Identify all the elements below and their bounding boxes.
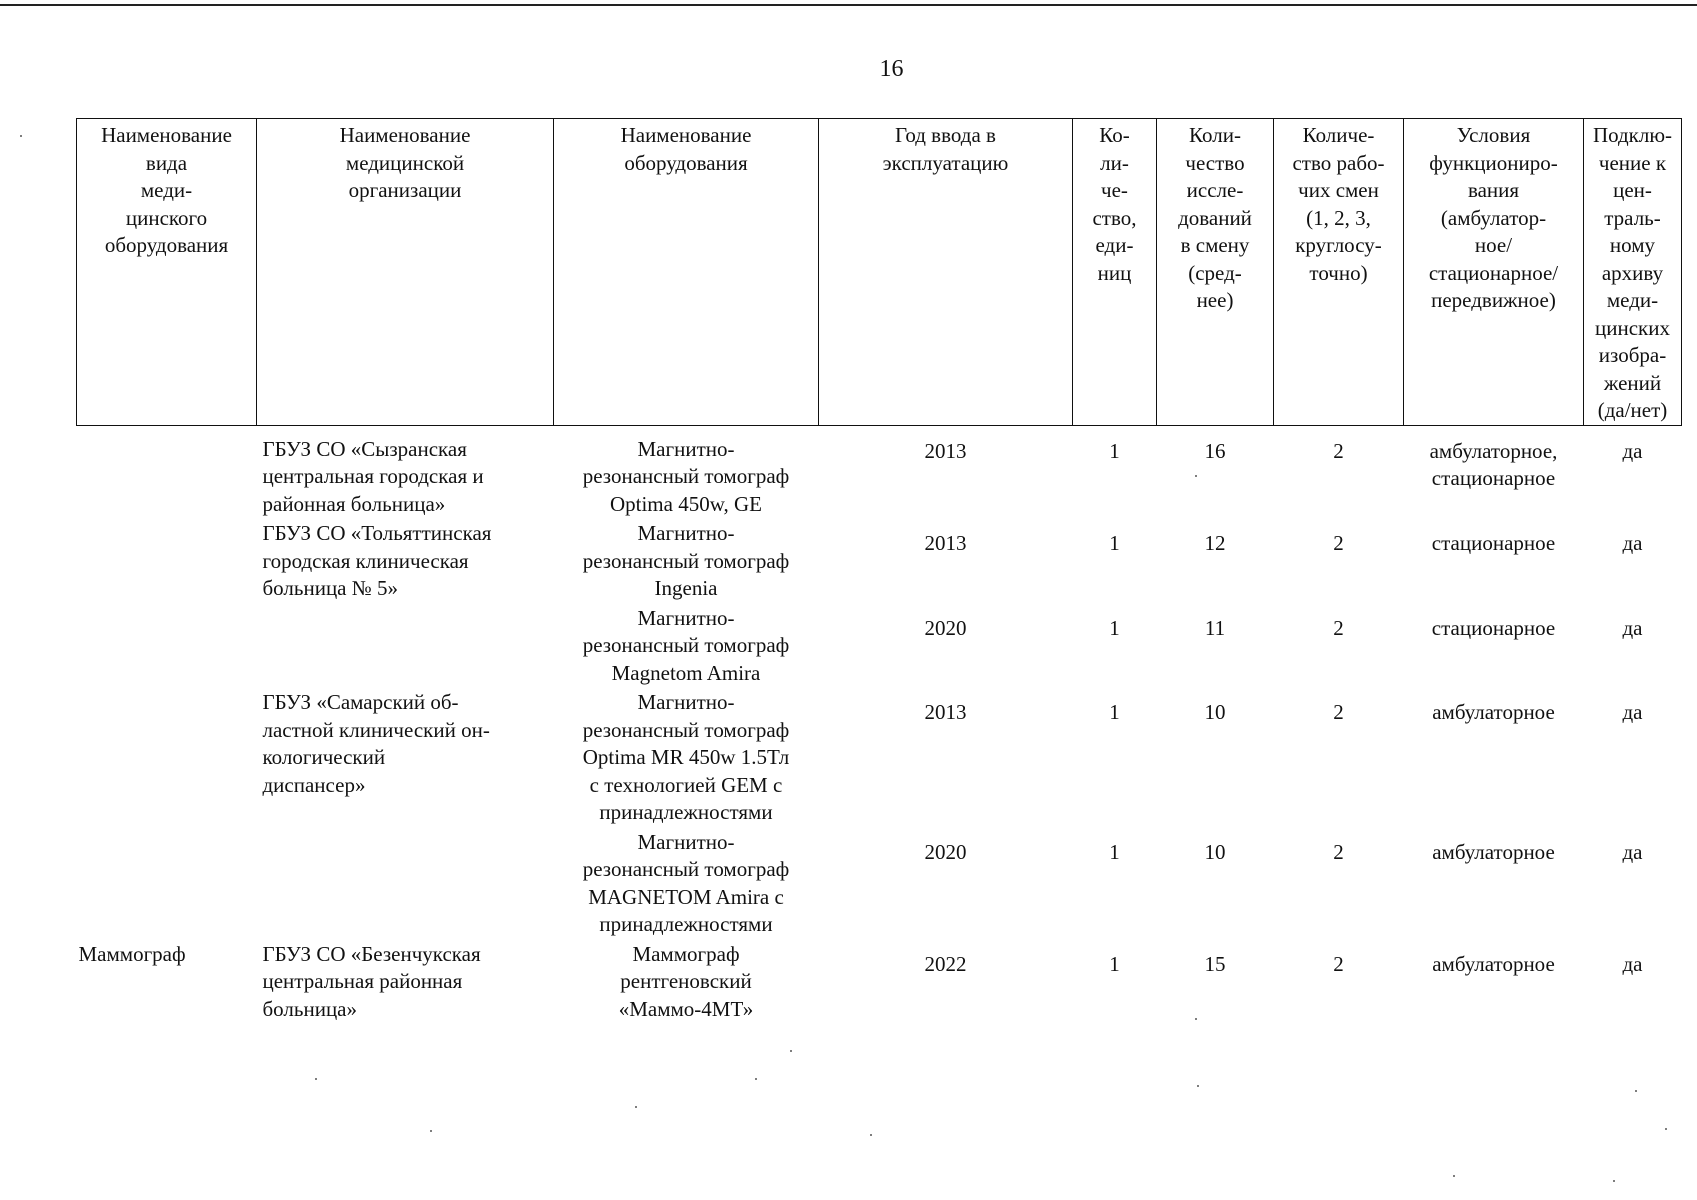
cell-line: функциониро- xyxy=(1429,150,1558,175)
cell-archive-connection: да xyxy=(1622,700,1643,724)
cell-archive-connection: да xyxy=(1622,438,1643,463)
table-header-row xyxy=(77,119,1682,426)
cell-commission-year: 2013 xyxy=(924,700,967,724)
cell-line: дований xyxy=(1178,205,1252,230)
scan-speck xyxy=(870,1134,872,1136)
header-equipment-name xyxy=(554,119,819,426)
header-units-count xyxy=(1073,119,1157,426)
header-shifts-count xyxy=(1274,119,1404,426)
cell-equipment-name xyxy=(554,939,819,1024)
cell-line: с технологией GEM с xyxy=(589,772,783,797)
cell-units-count: 1 xyxy=(1109,951,1120,976)
cell-commission-year: 2013 xyxy=(924,531,967,555)
cell-line: нее) xyxy=(1196,288,1234,312)
cell-organization xyxy=(257,827,554,939)
cell-line: ли- xyxy=(1100,150,1129,175)
cell-line: точно) xyxy=(1309,260,1368,285)
cell-equipment-type xyxy=(77,687,257,827)
cell-commission-year: 2013 xyxy=(924,438,967,463)
cell-line: цинского xyxy=(125,205,208,230)
cell-line: амбулаторное xyxy=(1432,839,1555,864)
cell-line: принадлежностями xyxy=(599,912,773,936)
equipment-table-sheet xyxy=(76,118,1682,1023)
cell-line: Магнитно- xyxy=(637,829,735,854)
cell-line: вания xyxy=(1467,178,1520,202)
cell-line: ниц xyxy=(1097,260,1132,285)
cell-equipment-type xyxy=(77,603,257,688)
cell-line: меди- xyxy=(1606,288,1659,312)
cell-line: больница» xyxy=(262,996,357,1021)
cell-line: амбулаторное xyxy=(1432,700,1555,724)
cell-shifts-count: 2 xyxy=(1333,700,1344,724)
cell-commission-year: 2020 xyxy=(924,839,967,864)
cell-line: чество xyxy=(1185,150,1245,175)
table-row xyxy=(77,603,1682,688)
cell-archive-connection: да xyxy=(1622,615,1643,640)
header-commission-year xyxy=(819,119,1073,426)
cell-line: передвижное) xyxy=(1431,288,1556,312)
cell-line: Магнитно- xyxy=(637,690,735,714)
cell-operating-conditions xyxy=(1404,518,1584,603)
cell-commission-year: 2020 xyxy=(924,615,967,640)
cell-line: диспансер» xyxy=(262,772,366,797)
cell-line: жений xyxy=(1603,370,1662,395)
cell-line: амбулаторное xyxy=(1432,951,1555,976)
cell-units-count: 1 xyxy=(1109,531,1120,555)
cell-line: резонансный томограф xyxy=(582,717,790,742)
cell-archive-connection: да xyxy=(1622,839,1643,864)
equipment-table xyxy=(76,118,1682,1023)
cell-line: принадлежностями xyxy=(599,800,773,824)
cell-line: ГБУЗ СО «Безенчукская xyxy=(262,941,481,966)
cell-line: Количе- xyxy=(1302,123,1375,147)
scan-speck xyxy=(1613,1180,1615,1182)
cell-line: (1, 2, 3, xyxy=(1306,205,1371,230)
cell-line: вида xyxy=(145,150,188,175)
table-row xyxy=(77,518,1682,603)
cell-line: иссле- xyxy=(1186,178,1244,202)
cell-units-count: 1 xyxy=(1109,839,1120,864)
cell-line: Optima 450w, GE xyxy=(609,491,763,516)
cell-shifts-count: 2 xyxy=(1333,951,1344,976)
cell-line: (амбулатор- xyxy=(1440,205,1547,230)
scan-speck xyxy=(1197,1085,1199,1087)
cell-archive-connection: да xyxy=(1622,951,1643,976)
cell-equipment-type xyxy=(77,425,257,518)
cell-line: «Маммо-4МТ» xyxy=(618,996,754,1021)
cell-line: Маммограф xyxy=(632,941,740,966)
cell-operating-conditions xyxy=(1404,425,1584,518)
cell-line: медицинской xyxy=(345,150,465,175)
cell-line: (да/нет) xyxy=(1597,398,1668,422)
cell-studies-per-shift: 16 xyxy=(1204,438,1226,463)
scan-speck xyxy=(1453,1175,1455,1177)
cell-equipment-name xyxy=(554,518,819,603)
cell-equipment-type xyxy=(77,827,257,939)
cell-studies-per-shift: 12 xyxy=(1204,531,1226,555)
cell-line: резонансный томограф xyxy=(582,857,790,881)
cell-line: стационарное/ xyxy=(1428,260,1559,285)
cell-equipment-name xyxy=(554,603,819,688)
cell-line: ное/ xyxy=(1474,233,1513,257)
cell-line: резонансный томограф xyxy=(582,548,790,573)
table-row xyxy=(77,425,1682,518)
header-organization xyxy=(257,119,554,426)
cell-line: кологический xyxy=(262,745,386,769)
cell-organization xyxy=(257,939,554,1024)
table-row xyxy=(77,939,1682,1024)
cell-line: Наименование xyxy=(620,123,752,147)
cell-line: ГБУЗ СО «Сызранская xyxy=(262,436,467,461)
cell-line: меди- xyxy=(140,178,193,202)
cell-line: Optima MR 450w 1.5Тл xyxy=(582,745,790,769)
cell-line: больница № 5» xyxy=(262,576,399,600)
scan-speck xyxy=(1195,1018,1197,1020)
cell-line: Магнитно- xyxy=(637,605,735,630)
cell-organization xyxy=(257,603,554,688)
cell-line: районная больница» xyxy=(262,491,446,516)
cell-studies-per-shift: 15 xyxy=(1204,951,1226,976)
cell-line: Наименование xyxy=(101,123,232,147)
cell-organization xyxy=(257,518,554,603)
cell-line: оборудования xyxy=(624,150,748,175)
scan-speck xyxy=(635,1106,637,1108)
cell-line: Ко- xyxy=(1099,123,1130,147)
cell-organization xyxy=(257,425,554,518)
cell-line: ному xyxy=(1609,233,1656,257)
cell-equipment-name xyxy=(554,827,819,939)
cell-studies-per-shift: 10 xyxy=(1204,839,1226,864)
cell-commission-year: 2022 xyxy=(924,951,967,976)
cell-shifts-count: 2 xyxy=(1333,531,1344,555)
cell-equipment-type xyxy=(77,518,257,603)
cell-organization xyxy=(257,687,554,827)
cell-line: стационарное xyxy=(1431,531,1556,555)
cell-line: амбулаторное, xyxy=(1429,438,1558,463)
cell-line: Условия xyxy=(1456,123,1531,147)
cell-line: Подклю- xyxy=(1592,123,1673,147)
cell-line: ластной клинический он- xyxy=(262,717,490,742)
cell-line: эксплуатацию xyxy=(882,150,1009,175)
scan-speck xyxy=(1195,475,1197,477)
scan-speck xyxy=(20,135,22,137)
header-equipment-type xyxy=(77,119,257,426)
cell-line: MAGNETOM Amira с xyxy=(588,884,784,909)
cell-shifts-count: 2 xyxy=(1333,615,1344,640)
scan-speck xyxy=(1665,1128,1667,1130)
cell-archive-connection: да xyxy=(1622,531,1643,555)
cell-operating-conditions xyxy=(1404,827,1584,939)
cell-line: городская клиническая xyxy=(262,548,469,573)
cell-equipment-name xyxy=(554,687,819,827)
cell-line: Наименование xyxy=(339,123,471,147)
cell-line: траль- xyxy=(1604,205,1661,230)
cell-studies-per-shift: 11 xyxy=(1204,615,1226,640)
cell-line: Маммограф xyxy=(78,941,186,966)
top-rule xyxy=(0,4,1697,6)
cell-shifts-count: 2 xyxy=(1333,438,1344,463)
scan-speck xyxy=(790,1050,792,1052)
scan-speck xyxy=(755,1078,757,1080)
header-studies-per-shift xyxy=(1157,119,1274,426)
table-body xyxy=(77,425,1682,1023)
cell-operating-conditions xyxy=(1404,687,1584,827)
cell-line: резонансный томограф xyxy=(582,464,790,488)
cell-line: ство рабо- xyxy=(1292,150,1385,175)
cell-line: Магнитно- xyxy=(637,436,735,461)
scan-speck xyxy=(315,1078,317,1080)
header-archive-connection xyxy=(1584,119,1682,426)
cell-line: чение к xyxy=(1598,150,1667,175)
cell-shifts-count: 2 xyxy=(1333,839,1344,864)
cell-units-count: 1 xyxy=(1109,438,1120,463)
cell-line: центральная районная xyxy=(262,969,463,993)
page-number: 16 xyxy=(879,56,904,82)
cell-line: Коли- xyxy=(1189,123,1241,147)
cell-line: центральная городская и xyxy=(262,464,484,488)
cell-line: в смену xyxy=(1180,233,1250,257)
cell-line: резонансный томограф xyxy=(582,633,790,657)
cell-line: Ingenia xyxy=(654,576,718,600)
cell-operating-conditions xyxy=(1404,939,1584,1024)
cell-line: ГБУЗ СО «Тольяттинская xyxy=(262,521,492,545)
cell-line: круглосу- xyxy=(1295,233,1382,257)
cell-line: ство, xyxy=(1092,205,1137,230)
cell-line: архиву xyxy=(1601,260,1664,285)
cell-units-count: 1 xyxy=(1109,700,1120,724)
cell-line: (сред- xyxy=(1188,260,1242,285)
table-row xyxy=(77,827,1682,939)
cell-equipment-type xyxy=(77,939,257,1024)
cell-line: оборудования xyxy=(104,233,229,257)
cell-line: Год ввода в xyxy=(895,123,996,147)
cell-operating-conditions xyxy=(1404,603,1584,688)
cell-line: цинских xyxy=(1595,315,1670,340)
cell-line: рентгеновский xyxy=(620,969,752,993)
cell-line: чих смен xyxy=(1298,178,1379,202)
scan-speck xyxy=(430,1130,432,1132)
cell-line: стационарное xyxy=(1431,466,1556,490)
cell-line: еди- xyxy=(1095,233,1134,257)
table-row xyxy=(77,687,1682,827)
cell-line: Magnetom Amira xyxy=(611,660,761,685)
cell-line: изобра- xyxy=(1598,343,1667,367)
cell-line: Магнитно- xyxy=(637,521,735,545)
cell-units-count: 1 xyxy=(1109,615,1120,640)
cell-equipment-name xyxy=(554,425,819,518)
cell-line: цен- xyxy=(1613,178,1652,202)
header-operating-conditions xyxy=(1404,119,1584,426)
cell-studies-per-shift: 10 xyxy=(1204,700,1226,724)
cell-line: стационарное xyxy=(1431,615,1556,640)
scan-speck xyxy=(1635,1090,1637,1092)
cell-line: организации xyxy=(348,178,462,202)
cell-line: че- xyxy=(1101,178,1128,202)
cell-line: ГБУЗ «Самарский об- xyxy=(262,690,459,714)
